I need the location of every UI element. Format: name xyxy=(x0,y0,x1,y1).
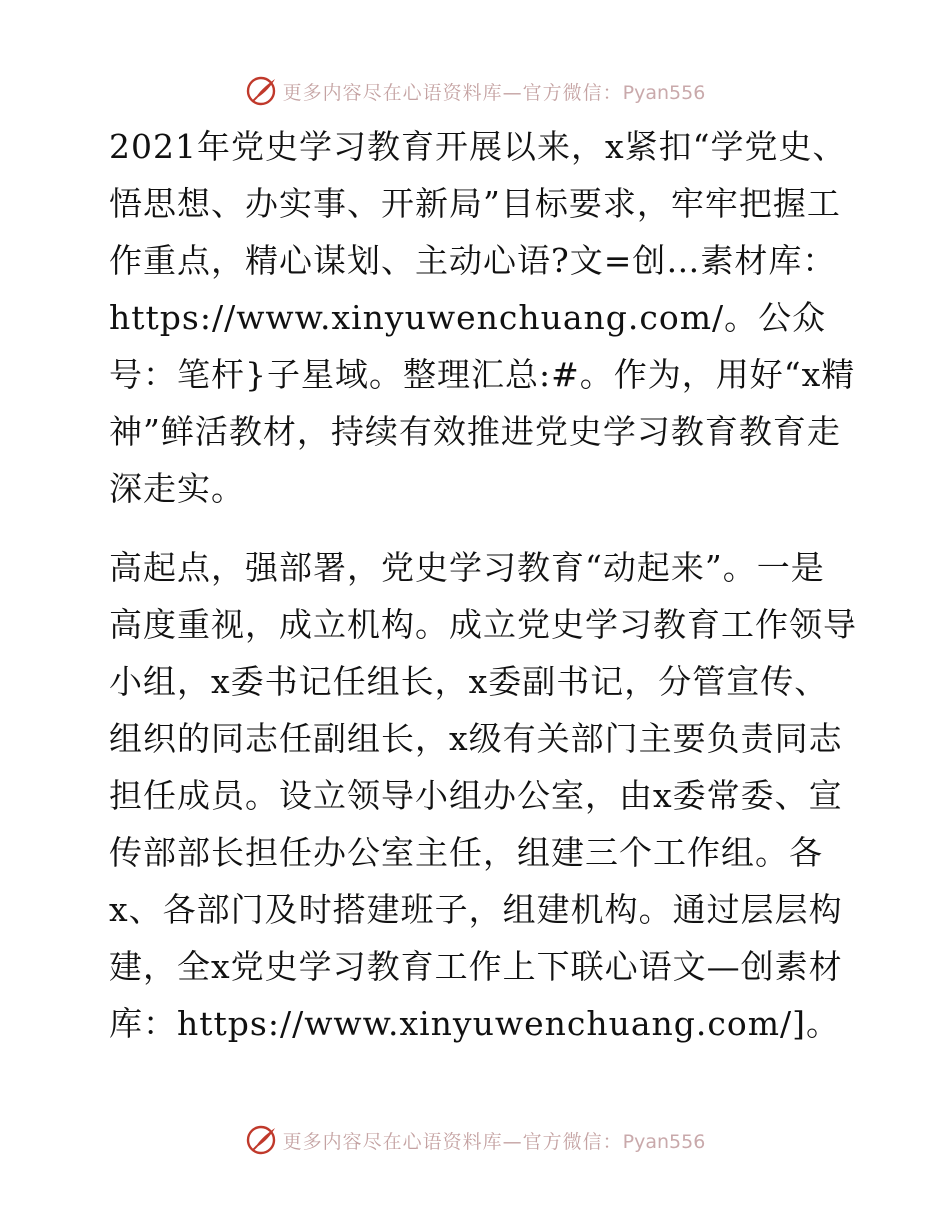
paragraph-1: 2021年党史学习教育开展以来，x紧扣“学党史、悟思想、办实事、开新局”目标要求，牢牢把握工作重点，精心谋划、主动心语?文=创…素材库：https://www.xinyuwenchuang.com/。公众号：笔杆}子星域。整理汇总:#。作为，用好“x精神”鲜活教材，持续有效推进党史学习教育教育走深走实。 xyxy=(109,127,856,508)
header-watermark xyxy=(0,71,950,111)
quill-pen-logo-icon xyxy=(245,1123,279,1157)
quill-pen-logo-icon xyxy=(245,74,279,108)
watermark-text: 更多内容尽在心语资料库—官方微信：Pyan556 xyxy=(282,1130,706,1153)
watermark-text: 更多内容尽在心语资料库—官方微信：Pyan556 xyxy=(282,81,706,104)
watermark-handle: Pyan556 xyxy=(622,1130,706,1153)
paragraph-2: 高起点，强部署，党史学习教育“动起来”。一是高度重视，成立机构。成立党史学习教育工作领导小组，x委书记任组长，x委副书记，分管宣传、组织的同志任副组长，x级有关部门主要负责同志担任成员。设立领导小组办公室，由x委常委、宣传部部长担任办公室主任，组建三个工作组。各x、各部门及时搭建班子，组建机构。通过层层构建，全x党史学习教育工作上下联心语文—创素材库：https://www.xinyuwenchuang.com/]。 xyxy=(109,548,857,1043)
document-body xyxy=(97,118,857,1052)
footer-watermark xyxy=(0,1120,950,1160)
watermark-handle: Pyan556 xyxy=(622,81,706,104)
